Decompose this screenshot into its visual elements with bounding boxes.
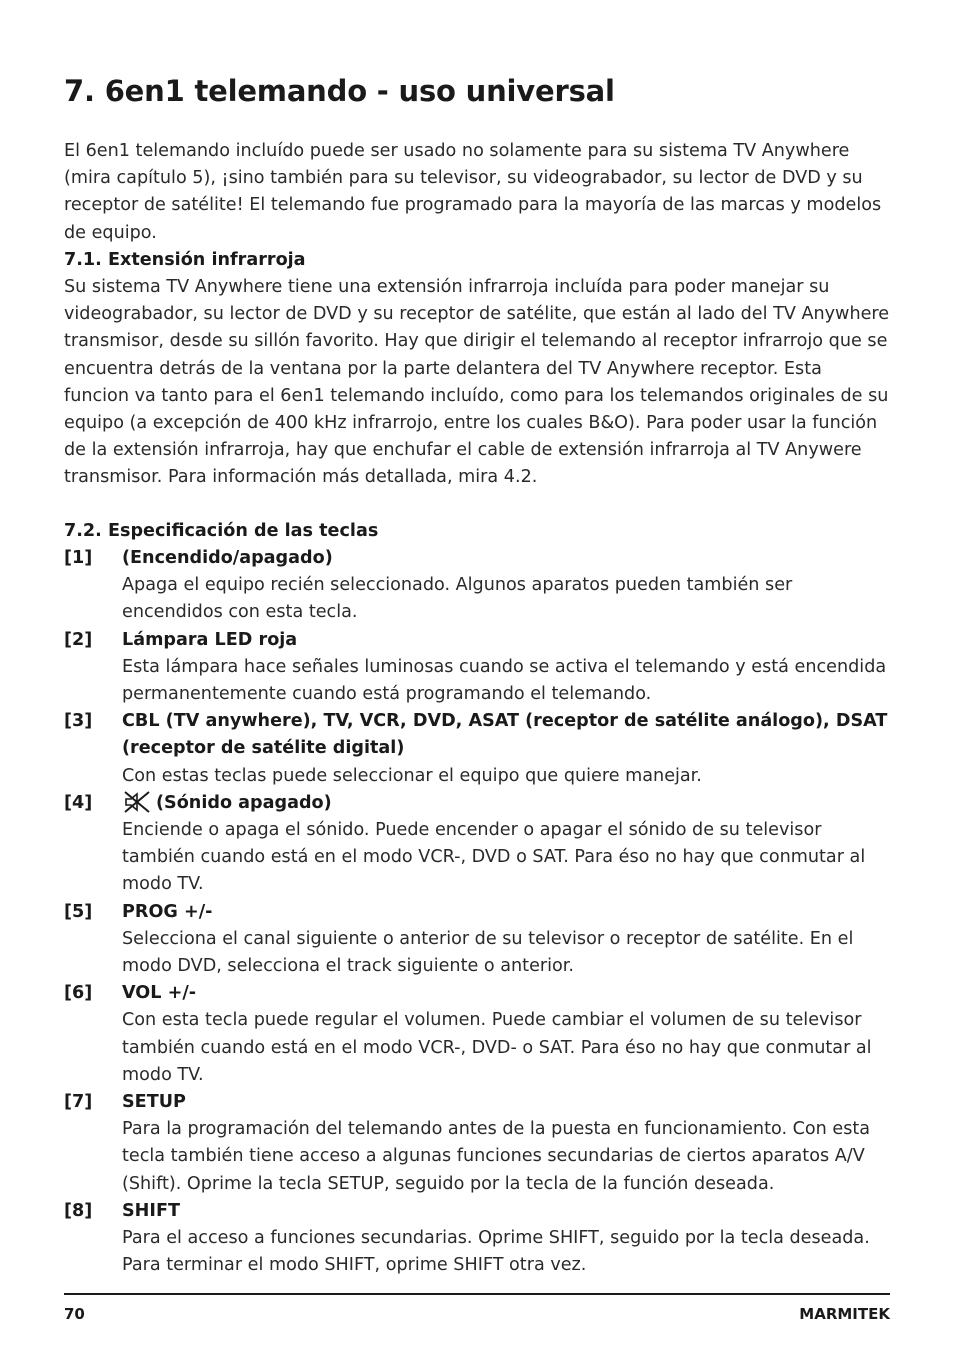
key-name: SHIFT — [122, 1200, 180, 1221]
key-name: CBL (TV anywhere), TV, VCR, DVD, ASAT (receptor de satélite análogo), DSAT (receptor de satélite digital) — [122, 711, 888, 759]
key-description: Para el acceso a funciones secundarias. Oprime SHIFT, seguido por la tecla deseada. Para terminar el modo SHIFT, oprime SHIFT otra vez. — [122, 1228, 870, 1276]
key-description: Con esta tecla puede regular el volumen. Puede cambiar el volumen de su televisor también cuando está en el modo VCR-, DVD- o SAT. Para éso no hay que conmutar al modo TV. — [122, 1010, 872, 1085]
key-item-8 — [64, 1198, 890, 1280]
intro-paragraph: El 6en1 telemando incluído puede ser usado no solamente para su sistema TV Anywhere (mira capítulo 5), ¡sino también para su televisor, su videograbador, su lector de DVD y su receptor de satélite! El telemando fue programado para la mayoría de las marcas y modelos de equipo. — [64, 141, 882, 243]
footer-divider — [64, 1293, 890, 1295]
section-1-body: Su sistema TV Anywhere tiene una extensión infrarroja incluída para poder manejar su videograbador, su lector de DVD y su receptor de satélite, que están al lado del TV Anywhere transmisor, desde su sillón favorito. Hay que dirigir el telemando al receptor infrarrojo que se encuentra detrás de la ventana por la parte delantera del TV Anywhere receptor. Esta funcion va tanto para el 6en1 telemando incluído, como para los telemandos originales de su equipo (a excepción de 400 kHz infrarrojo, entre los cuales B&O). Para poder usar la función de la extensión infrarroja, hay que enchufar el cable de extensión infrarroja al TV Anywere transmisor. Para información más detallada, mira 4.2. — [64, 277, 890, 488]
key-name: PROG +/- — [122, 901, 213, 922]
brand-name: MARMITEK — [799, 1305, 890, 1323]
key-number: [1] — [64, 548, 93, 568]
key-number: [4] — [64, 792, 93, 813]
key-name-row — [122, 790, 890, 817]
page-number: 70 — [64, 1305, 85, 1323]
key-number: [6] — [64, 983, 93, 1004]
page-title: 7. 6en1 telemando - uso universal — [64, 74, 615, 108]
key-description: Enciende o apaga el sónido. Puede encender o apagar el sónido de su televisor también cuando está en el modo VCR-, DVD o SAT. Para éso no hay que conmutar al modo TV. — [122, 820, 866, 895]
key-name: VOL +/- — [122, 983, 197, 1004]
key-description: Para la programación del telemando antes de la puesta en funcionamiento. Con esta tecla también tiene acceso a algunas funciones secundarias de ciertos aparatos A/V (Shift). Oprime la tecla SETUP, seguido por la tecla de la función deseada. — [122, 1119, 871, 1194]
key-number: [2] — [64, 629, 93, 650]
key-item-5 — [64, 899, 890, 981]
key-item-4 — [64, 790, 890, 899]
section-2-heading: 7.2. Especificación de las teclas — [64, 521, 379, 541]
mute-icon — [122, 790, 152, 814]
key-name: SETUP — [122, 1092, 186, 1113]
key-item-6 — [64, 980, 890, 1089]
key-name: Lámpara LED roja — [122, 629, 298, 650]
key-description: Selecciona el canal siguiente o anterior de su televisor o receptor de satélite. En el modo DVD, selecciona el track siguiente o anterior. — [122, 928, 854, 977]
key-number: [5] — [64, 901, 93, 922]
key-description: Con estas teclas puede seleccionar el equipo que quiere manejar. — [122, 765, 702, 786]
key-number: [3] — [64, 711, 93, 732]
key-item-2 — [64, 627, 890, 709]
key-item-3 — [64, 708, 890, 790]
key-item-7 — [64, 1089, 890, 1198]
section-1-heading: 7.1. Extensión infrarroja — [64, 250, 306, 270]
key-list — [64, 545, 890, 1279]
key-description: Esta lámpara hace señales luminosas cuando se activa el telemando y está encendida permanentemente cuando está programando el telemando. — [122, 656, 887, 705]
key-name: (Sónido apagado) — [156, 792, 332, 813]
key-item-1 — [64, 545, 890, 627]
key-number: [8] — [64, 1200, 93, 1221]
key-name: (Encendido/apagado) — [122, 548, 333, 568]
key-number: [7] — [64, 1092, 93, 1113]
key-description: Apaga el equipo recién seleccionado. Algunos aparatos pueden también ser encendidos con esta tecla. — [122, 575, 793, 623]
